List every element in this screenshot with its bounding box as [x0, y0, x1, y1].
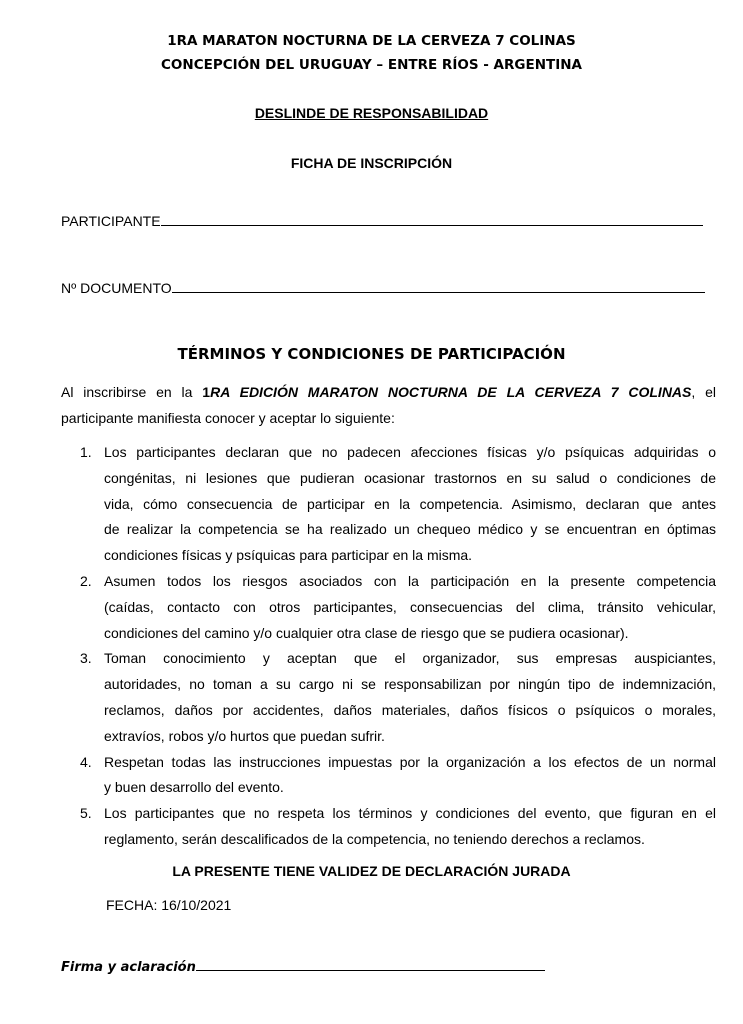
intro-bold-number: 1 — [202, 384, 211, 400]
terms-item — [80, 646, 716, 749]
terms-intro — [61, 379, 716, 431]
participant-label: PARTICIPANTE — [61, 213, 161, 229]
intro-prefix: Al inscribirse en la — [61, 384, 193, 400]
participant-field — [61, 213, 703, 229]
document-field — [61, 280, 705, 296]
terms-item-number: 4. — [80, 753, 92, 770]
date-line: FECHA: 16/10/2021 — [106, 897, 232, 913]
terms-item-line: (caídas, contacto con otros participantes, consecuencias del clima, tránsito vehicular, — [104, 598, 716, 615]
terms-item-line: de realizar la competencia se ha realizado un chequeo médico y se encuentran en óptimas — [104, 521, 716, 538]
terms-item-line: congénitas, ni lesiones que pudieran ocasionar trastornos en su salud o condiciones de — [104, 469, 716, 486]
terms-list — [80, 440, 716, 853]
terms-intro-line-2: participante manifiesta conocer y aceptar lo siguiente: — [61, 410, 395, 426]
terms-item-line: Respetan todas las instrucciones impuestas por la organización a los efectos de un normal — [104, 753, 716, 770]
terms-item — [80, 750, 716, 802]
signature-label: Firma y aclaración — [61, 960, 196, 975]
terms-item-number: 3. — [80, 650, 92, 667]
terms-intro-line-1 — [61, 379, 716, 405]
terms-item-number: 5. — [80, 805, 92, 822]
terms-item-line: Los participantes que no respeta los términos y condiciones del evento, que figuran en el — [104, 805, 716, 822]
intro-suffix: , el — [691, 384, 716, 400]
terms-item-line: extravíos, robos y/o hurtos que puedan sufrir. — [104, 727, 385, 744]
terms-item-line: reclamos, daños por accidentes, daños materiales, daños físicos o psíquicos o morales, — [104, 701, 716, 718]
terms-item — [80, 569, 716, 646]
terms-item — [80, 801, 716, 853]
signature-field — [61, 956, 545, 976]
signature-blank-line — [196, 956, 545, 971]
terms-item-line: condiciones del camino y/o cualquier otra clase de riesgo que se pudiera ocasionar). — [104, 624, 629, 641]
terms-item-line: Los participantes declaran que no padecen afecciones físicas y/o psíquicas adquiridas o — [104, 444, 716, 460]
terms-item-number: 1. — [80, 444, 92, 460]
intro-event-name: RA EDICIÓN MARATON NOCTURNA DE LA CERVEZA 7 COLINAS — [210, 384, 692, 400]
document-blank-line — [172, 280, 705, 293]
terms-item-line: y buen desarrollo del evento. — [104, 779, 284, 796]
event-title: 1RA MARATON NOCTURNA DE LA CERVEZA 7 COLINAS — [167, 33, 576, 49]
terms-item-line: autoridades, no toman a su cargo ni se responsabilizan por ningún tipo de indemnización, — [104, 676, 716, 693]
terms-item-number: 2. — [80, 572, 92, 589]
terms-item-line: Asumen todos los riesgos asociados con la participación en la presente competencia — [104, 572, 716, 589]
participant-blank-line — [161, 213, 703, 226]
terms-item-line: vida, cómo consecuencia de participar en la competencia. Asimismo, declaran que antes — [104, 495, 716, 512]
form-title: FICHA DE INSCRIPCIÓN — [290, 155, 453, 171]
terms-item-line: condiciones físicas y psíquicas para participar en la misma. — [104, 547, 473, 564]
event-location: CONCEPCIÓN DEL URUGUAY – ENTRE RÍOS - ARGENTINA — [161, 57, 582, 73]
declaration-statement: LA PRESENTE TIENE VALIDEZ DE DECLARACIÓN JURADA — [172, 863, 571, 879]
terms-item-line: Toman conocimiento y aceptan que el organizador, sus empresas auspiciantes, — [104, 650, 716, 667]
disclaimer-title: DESLINDE DE RESPONSABILIDAD — [254, 105, 489, 121]
terms-item — [80, 440, 716, 569]
terms-title: TÉRMINOS Y CONDICIONES DE PARTICIPACIÓN — [177, 345, 566, 363]
document-label: Nº DOCUMENTO — [61, 280, 172, 296]
terms-item-line: reglamento, serán descalificados de la competencia, no teniendo derechos a reclamos. — [104, 830, 645, 847]
